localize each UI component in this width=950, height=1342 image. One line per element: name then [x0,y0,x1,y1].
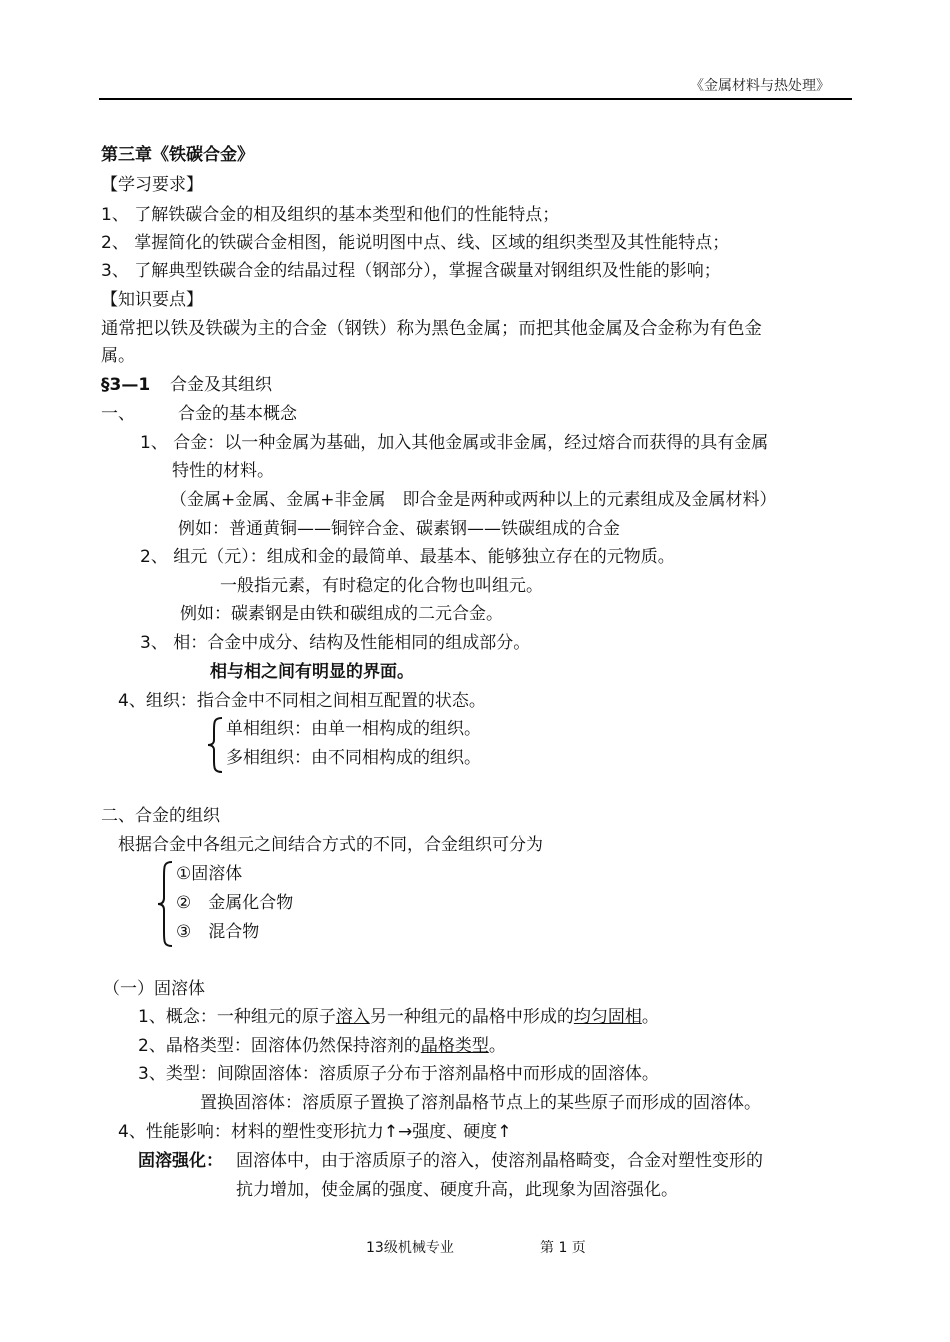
chapter-title: 第三章《铁碳合金》 [101,145,254,165]
concept-text-end: 。 [641,1007,659,1027]
part1-title: 合金的基本概念 [178,404,297,424]
section-number: §3—1 [101,375,151,395]
part2-intro: 根据合金中各组元之间结合方式的不同，合金组织可分为 [118,835,543,855]
left-brace-icon [156,860,174,948]
header-rule [99,98,852,100]
types-interstitial: 3、类型：间隙固溶体：溶质原子分布于溶剂晶格中而形成的固溶体。 [138,1064,659,1084]
concept-text: 1、概念：一种组元的原子 [138,1007,336,1027]
alloy-type-solid-solution: ①固溶体 [176,864,243,884]
property-effect: 4、性能影响：材料的塑性变形抗力↑→强度、硬度↑ [118,1122,512,1142]
concept-line [138,1007,659,1027]
item4-single-phase: 单相组织：由单一相构成的组织。 [226,719,481,739]
types-substitutional: 置换固溶体：溶质原子置换了溶剂晶格节点上的某些原子而形成的固溶体。 [200,1093,761,1113]
item1-note: （金属+金属、金属+非金属 即合金是两种或两种以上的元素组成及金属材料） [170,490,777,510]
concept-underline-uniform-phase: 均匀固相 [573,1007,642,1027]
strengthen-line1: 固溶体中，由于溶质原子的溶入，使溶剂晶格畸变，合金对塑性变形的 [236,1151,763,1171]
alloy-type-metal-compound: ② 金属化合物 [176,893,294,913]
footer-grade: 13级机械专业 [366,1240,454,1256]
item2-line1: 2、 组元（元）：组成和金的最简单、最基本、能够独立存在的元物质。 [140,547,675,567]
study-item-2: 2、 掌握简化的铁碳合金相图，能说明图中点、线、区域的组织类型及其性能特点； [101,233,730,253]
item3-line1: 3、 相：合金中成分、结构及性能相同的组成部分。 [140,633,531,653]
item1-line1: 1、 合金：以一种金属为基础，加入其他金属或非金属，经过熔合而获得的具有金属 [140,433,769,453]
section-subtitle: 合金及其组织 [170,375,272,395]
item3-bold-note: 相与相之间有明显的界面。 [210,662,414,682]
footer-page-number: 第 1 页 [540,1240,586,1256]
left-brace-icon [206,716,224,774]
part2-title: 二、合金的组织 [101,806,220,826]
item4-multi-phase: 多相组织：由不同相构成的组织。 [226,748,481,768]
knowledge-intro-line1: 通常把以铁及铁碳为主的合金（钢铁）称为黑色金属；而把其他金属及合金称为有色金 [101,319,762,339]
item2-example: 例如：碳素钢是由铁和碳组成的二元合金。 [180,604,503,624]
solid-solution-title: （一）固溶体 [103,979,205,999]
concept-text-mid: 另一种组元的晶格中形成的 [369,1007,574,1027]
knowledge-intro-line2: 属。 [101,346,135,366]
strengthen-label: 固溶强化： [138,1151,223,1171]
item2-line2: 一般指元素，有时稳定的化合物也叫组元。 [220,576,543,596]
header-book-title: 《金属材料与热处理》 [690,78,830,94]
study-heading: 【学习要求】 [101,175,203,195]
lattice-text: 2、晶格类型：固溶体仍然保持溶剂的 [138,1036,421,1056]
item1-example: 例如：普通黄铜——铜锌合金、碳素钢——铁碳组成的合金 [178,519,620,539]
strengthen-line2: 抗力增加，使金属的强度、硬度升高，此现象为固溶强化。 [236,1180,678,1200]
study-item-3: 3、 了解典型铁碳合金的结晶过程（钢部分），掌握含碳量对钢组织及性能的影响； [101,261,721,281]
lattice-type-line [138,1036,506,1056]
item4-line1: 4、组织：指合金中不同相之间相互配置的状态。 [118,691,486,711]
lattice-underline: 晶格类型 [420,1036,489,1056]
part1-number: 一、 [101,404,135,424]
alloy-type-mixture: ③ 混合物 [176,922,260,942]
item1-line2: 特性的材料。 [172,461,274,481]
knowledge-heading: 【知识要点】 [101,290,203,310]
study-item-1: 1、 了解铁碳合金的相及组织的基本类型和他们的性能特点； [101,205,560,225]
lattice-text-end: 。 [488,1036,506,1056]
concept-underline-dissolve: 溶入 [335,1007,370,1027]
